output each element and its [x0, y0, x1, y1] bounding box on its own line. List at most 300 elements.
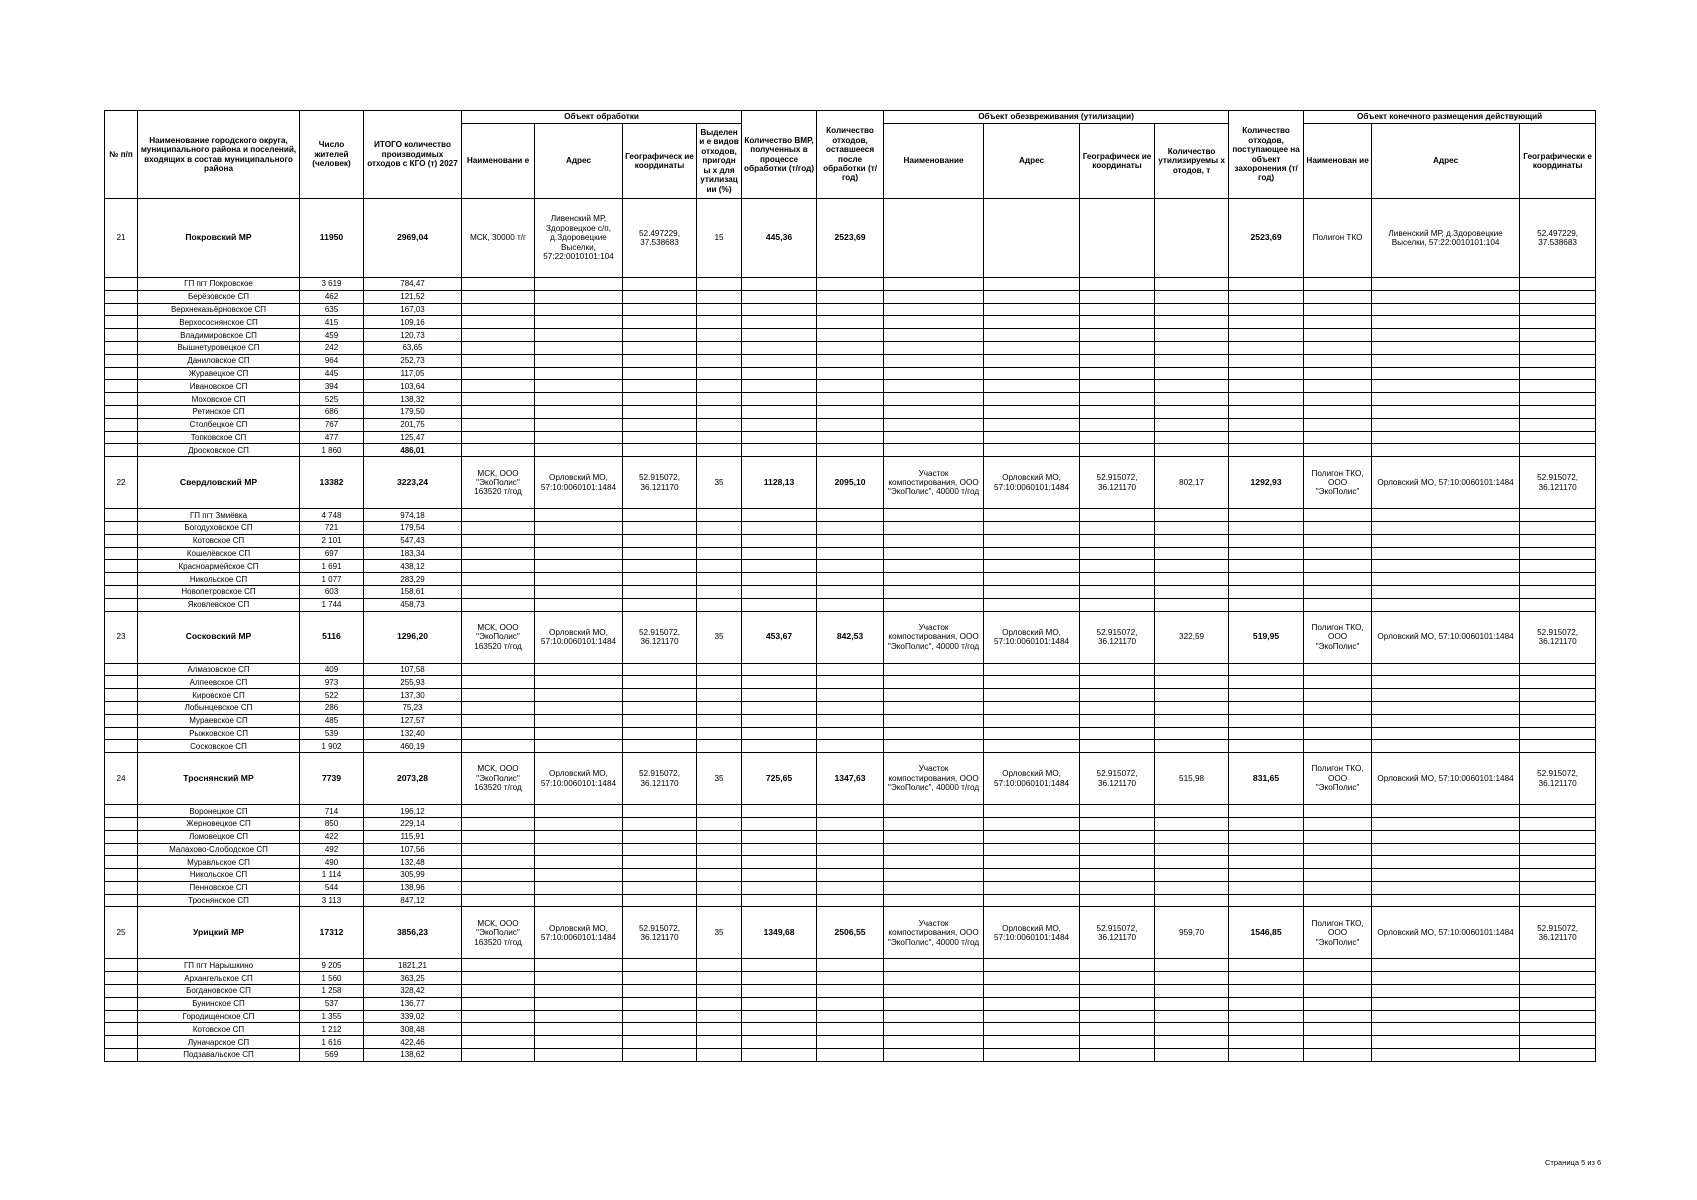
cell-empty	[697, 393, 742, 406]
cell-proc-share: 35	[697, 753, 742, 805]
cell-total: 1821,21	[364, 959, 462, 972]
cell-empty	[462, 431, 535, 444]
cell-population: 697	[300, 547, 364, 560]
cell-empty	[1304, 573, 1372, 586]
cell-empty	[817, 894, 884, 907]
cell-total: 255,93	[364, 676, 462, 689]
cell-fin-name: Полигон ТКО, ООО "ЭкоПолис"	[1304, 907, 1372, 959]
cell-name: Дросковское СП	[138, 444, 300, 457]
cell-empty	[462, 740, 535, 753]
cell-empty	[1372, 393, 1520, 406]
cell-empty	[984, 278, 1080, 291]
cell-empty	[1372, 418, 1520, 431]
cell-empty	[984, 1023, 1080, 1036]
cell-empty	[884, 894, 984, 907]
cell-empty	[462, 881, 535, 894]
cell-name: Никольское СП	[138, 869, 300, 882]
cell-empty	[535, 431, 623, 444]
settlement-row	[105, 534, 1596, 547]
cell-empty	[984, 341, 1080, 354]
cell-empty	[1304, 701, 1372, 714]
header-proc-share: Выделени е видов отходов, пригодны х для утилизац ии (%)	[697, 124, 742, 199]
cell-empty	[623, 367, 697, 380]
cell-population: 492	[300, 843, 364, 856]
cell-empty	[817, 341, 884, 354]
cell-empty	[623, 547, 697, 560]
cell-empty	[623, 676, 697, 689]
cell-empty	[742, 278, 817, 291]
cell-num: 23	[105, 611, 138, 663]
cell-empty	[697, 354, 742, 367]
settlement-row	[105, 354, 1596, 367]
cell-empty	[742, 843, 817, 856]
cell-empty	[817, 316, 884, 329]
header-fin-address: Адрес	[1372, 124, 1520, 199]
cell-empty	[1080, 560, 1155, 573]
cell-empty	[1155, 278, 1229, 291]
cell-empty	[984, 959, 1080, 972]
cell-total: 784,47	[364, 278, 462, 291]
cell-name: Свердловский МР	[138, 457, 300, 509]
cell-vmr: 725,65	[742, 753, 817, 805]
cell-empty	[623, 701, 697, 714]
cell-empty	[1520, 598, 1596, 611]
cell-empty	[1520, 444, 1596, 457]
cell-total: 138,96	[364, 881, 462, 894]
cell-name: Троснянский МР	[138, 753, 300, 805]
cell-total: 363,25	[364, 972, 462, 985]
cell-empty	[884, 329, 984, 342]
cell-empty	[1080, 509, 1155, 522]
cell-empty	[817, 418, 884, 431]
settlement-row	[105, 547, 1596, 560]
cell-empty	[742, 869, 817, 882]
cell-empty	[817, 1010, 884, 1023]
cell-empty	[742, 805, 817, 818]
cell-empty	[623, 805, 697, 818]
settlement-row	[105, 701, 1596, 714]
cell-empty	[535, 856, 623, 869]
cell-empty	[623, 278, 697, 291]
cell-empty	[535, 444, 623, 457]
cell-name: ГП пгт Нарышкино	[138, 959, 300, 972]
cell-empty	[1155, 521, 1229, 534]
cell-empty	[984, 856, 1080, 869]
cell-empty	[1155, 997, 1229, 1010]
cell-name: Покровский МР	[138, 199, 300, 278]
cell-empty	[623, 418, 697, 431]
cell-fin-coords: 52.915072, 36.121170	[1520, 611, 1596, 663]
cell-empty	[1080, 972, 1155, 985]
cell-total: 422,46	[364, 1036, 462, 1049]
cell-population: 1 902	[300, 740, 364, 753]
cell-name: ГП пгт Покровское	[138, 278, 300, 291]
cell-empty	[984, 830, 1080, 843]
cell-empty	[1155, 1036, 1229, 1049]
cell-empty	[984, 393, 1080, 406]
cell-name: Ретинское СП	[138, 405, 300, 418]
cell-total: 458,73	[364, 598, 462, 611]
cell-empty	[1520, 727, 1596, 740]
cell-empty	[1520, 997, 1596, 1010]
cell-empty	[1080, 521, 1155, 534]
cell-empty	[1520, 869, 1596, 882]
page-footer: Страница 5 из 6	[1545, 1158, 1602, 1167]
cell-empty	[1520, 817, 1596, 830]
cell-empty	[884, 316, 984, 329]
cell-empty	[1229, 972, 1304, 985]
cell-empty	[742, 1010, 817, 1023]
cell-neu-name: Участок компостирования, ООО "ЭкоПолис", 40000 т/год	[884, 611, 984, 663]
cell-empty	[1372, 367, 1520, 380]
cell-empty	[1155, 830, 1229, 843]
cell-population: 409	[300, 663, 364, 676]
cell-empty	[623, 714, 697, 727]
cell-vmr: 1128,13	[742, 457, 817, 509]
cell-empty	[697, 290, 742, 303]
cell-empty	[105, 1036, 138, 1049]
cell-fin-coords: 52.497229, 37.538683	[1520, 199, 1596, 278]
cell-empty	[1155, 534, 1229, 547]
cell-population: 9 205	[300, 959, 364, 972]
cell-empty	[697, 856, 742, 869]
cell-empty	[623, 303, 697, 316]
cell-neu-coords: 52.915072, 36.121170	[1080, 753, 1155, 805]
cell-empty	[535, 278, 623, 291]
cell-empty	[1080, 431, 1155, 444]
cell-remaining: 842,53	[817, 611, 884, 663]
cell-empty	[1372, 303, 1520, 316]
cell-empty	[884, 418, 984, 431]
cell-empty	[1372, 598, 1520, 611]
cell-empty	[1372, 830, 1520, 843]
cell-empty	[623, 585, 697, 598]
cell-name: Котовское СП	[138, 534, 300, 547]
table-body	[105, 199, 1596, 1062]
cell-population: 973	[300, 676, 364, 689]
cell-empty	[1520, 509, 1596, 522]
cell-empty	[1304, 521, 1372, 534]
cell-proc-name: МСК, ООО "ЭкоПолис" 163520 т/год	[462, 753, 535, 805]
cell-empty	[1080, 881, 1155, 894]
cell-empty	[1372, 985, 1520, 998]
cell-empty	[984, 740, 1080, 753]
cell-empty	[1520, 843, 1596, 856]
cell-empty	[1080, 444, 1155, 457]
cell-empty	[884, 585, 984, 598]
cell-empty	[984, 689, 1080, 702]
cell-empty	[105, 959, 138, 972]
cell-num: 22	[105, 457, 138, 509]
header-proc-address: Адрес	[535, 124, 623, 199]
cell-empty	[535, 405, 623, 418]
cell-empty	[817, 1049, 884, 1062]
cell-empty	[1304, 972, 1372, 985]
cell-neu-address: Орловский МО, 57:10:0060101:1484	[984, 611, 1080, 663]
cell-empty	[535, 676, 623, 689]
cell-empty	[817, 676, 884, 689]
cell-name: Мураевское СП	[138, 714, 300, 727]
cell-empty	[1304, 393, 1372, 406]
cell-empty	[462, 534, 535, 547]
cell-empty	[884, 805, 984, 818]
cell-empty	[697, 727, 742, 740]
cell-empty	[1155, 393, 1229, 406]
cell-empty	[742, 405, 817, 418]
cell-empty	[884, 701, 984, 714]
cell-empty	[984, 881, 1080, 894]
cell-empty	[1520, 521, 1596, 534]
cell-empty	[1520, 431, 1596, 444]
settlement-row	[105, 329, 1596, 342]
cell-empty	[462, 1010, 535, 1023]
cell-empty	[884, 534, 984, 547]
cell-empty	[1080, 598, 1155, 611]
cell-empty	[1080, 959, 1155, 972]
cell-empty	[1155, 444, 1229, 457]
cell-fin-coords: 52.915072, 36.121170	[1520, 457, 1596, 509]
cell-empty	[742, 727, 817, 740]
cell-empty	[462, 676, 535, 689]
cell-empty	[105, 830, 138, 843]
cell-empty	[462, 509, 535, 522]
cell-empty	[1304, 341, 1372, 354]
cell-empty	[1520, 405, 1596, 418]
cell-empty	[1080, 354, 1155, 367]
cell-empty	[462, 547, 535, 560]
cell-population: 1 616	[300, 1036, 364, 1049]
cell-empty	[742, 329, 817, 342]
cell-empty	[884, 830, 984, 843]
cell-name: Вышнетуровецкое СП	[138, 341, 300, 354]
cell-empty	[697, 689, 742, 702]
cell-empty	[1155, 663, 1229, 676]
cell-empty	[984, 663, 1080, 676]
cell-name: Богдановское СП	[138, 985, 300, 998]
cell-empty	[1080, 278, 1155, 291]
cell-empty	[817, 663, 884, 676]
cell-empty	[462, 714, 535, 727]
cell-empty	[1229, 805, 1304, 818]
cell-empty	[984, 727, 1080, 740]
cell-empty	[1229, 380, 1304, 393]
cell-empty	[1155, 869, 1229, 882]
cell-empty	[1155, 881, 1229, 894]
cell-population: 603	[300, 585, 364, 598]
cell-population: 714	[300, 805, 364, 818]
cell-proc-address: Орловский МО, 57:10:0060101:1484	[535, 611, 623, 663]
cell-empty	[623, 573, 697, 586]
cell-empty	[535, 418, 623, 431]
cell-empty	[1080, 1023, 1155, 1036]
cell-empty	[1080, 701, 1155, 714]
cell-empty	[884, 1049, 984, 1062]
cell-empty	[1080, 290, 1155, 303]
cell-empty	[817, 689, 884, 702]
cell-empty	[1372, 444, 1520, 457]
cell-empty	[817, 701, 884, 714]
cell-empty	[697, 316, 742, 329]
cell-empty	[697, 431, 742, 444]
cell-empty	[535, 843, 623, 856]
cell-name: Лобынцевское СП	[138, 701, 300, 714]
cell-empty	[1229, 843, 1304, 856]
cell-name: Алпеевское СП	[138, 676, 300, 689]
cell-population: 1 114	[300, 869, 364, 882]
cell-empty	[462, 573, 535, 586]
cell-empty	[884, 521, 984, 534]
cell-neu-address: Орловский МО, 57:10:0060101:1484	[984, 753, 1080, 805]
settlement-row	[105, 598, 1596, 611]
settlement-row	[105, 316, 1596, 329]
cell-empty	[884, 509, 984, 522]
cell-empty	[884, 843, 984, 856]
cell-empty	[462, 1036, 535, 1049]
cell-empty	[535, 329, 623, 342]
cell-empty	[1080, 585, 1155, 598]
cell-empty	[1155, 354, 1229, 367]
cell-empty	[1080, 1049, 1155, 1062]
cell-empty	[105, 972, 138, 985]
cell-empty	[535, 894, 623, 907]
settlement-row	[105, 367, 1596, 380]
cell-empty	[742, 521, 817, 534]
cell-empty	[1155, 316, 1229, 329]
cell-empty	[623, 663, 697, 676]
cell-empty	[1229, 367, 1304, 380]
cell-empty	[984, 444, 1080, 457]
cell-empty	[462, 689, 535, 702]
cell-empty	[1304, 856, 1372, 869]
cell-empty	[462, 869, 535, 882]
cell-empty	[1080, 405, 1155, 418]
cell-empty	[742, 585, 817, 598]
cell-fin-coords: 52.915072, 36.121170	[1520, 753, 1596, 805]
cell-empty	[817, 290, 884, 303]
cell-empty	[1520, 959, 1596, 972]
header-population: Число жителей (человек)	[300, 111, 364, 199]
cell-empty	[623, 405, 697, 418]
cell-proc-name: МСК, ООО "ЭкоПолис" 163520 т/год	[462, 907, 535, 959]
cell-total: 438,12	[364, 560, 462, 573]
cell-empty	[1304, 598, 1372, 611]
cell-empty	[105, 985, 138, 998]
cell-empty	[697, 701, 742, 714]
cell-empty	[1229, 290, 1304, 303]
cell-empty	[1304, 431, 1372, 444]
cell-empty	[697, 521, 742, 534]
cell-empty	[884, 573, 984, 586]
cell-vmr: 445,36	[742, 199, 817, 278]
cell-empty	[1372, 881, 1520, 894]
settlement-row	[105, 393, 1596, 406]
cell-empty	[1229, 329, 1304, 342]
cell-name: Верхнеказьёрновское СП	[138, 303, 300, 316]
cell-empty	[884, 817, 984, 830]
cell-empty	[623, 1049, 697, 1062]
cell-empty	[697, 278, 742, 291]
cell-empty	[1520, 329, 1596, 342]
cell-total: 138,32	[364, 393, 462, 406]
cell-empty	[817, 329, 884, 342]
cell-empty	[1520, 290, 1596, 303]
cell-empty	[984, 869, 1080, 882]
cell-empty	[742, 701, 817, 714]
cell-empty	[1304, 985, 1372, 998]
cell-empty	[1080, 303, 1155, 316]
cell-empty	[884, 1010, 984, 1023]
cell-empty	[1155, 985, 1229, 998]
cell-name: Рыжковское СП	[138, 727, 300, 740]
cell-empty	[623, 521, 697, 534]
cell-proc-coords: 52.915072, 36.121170	[623, 753, 697, 805]
cell-name: Урицкий МР	[138, 907, 300, 959]
cell-name: Луначарское СП	[138, 1036, 300, 1049]
cell-population: 462	[300, 290, 364, 303]
cell-empty	[1304, 303, 1372, 316]
cell-empty	[1155, 701, 1229, 714]
cell-empty	[105, 585, 138, 598]
cell-empty	[1155, 560, 1229, 573]
cell-empty	[1080, 393, 1155, 406]
cell-empty	[105, 316, 138, 329]
cell-empty	[535, 573, 623, 586]
cell-population: 569	[300, 1049, 364, 1062]
cell-empty	[742, 341, 817, 354]
cell-empty	[984, 329, 1080, 342]
cell-empty	[1372, 278, 1520, 291]
cell-empty	[697, 534, 742, 547]
cell-empty	[105, 714, 138, 727]
cell-empty	[105, 869, 138, 882]
cell-empty	[742, 1023, 817, 1036]
cell-population: 635	[300, 303, 364, 316]
cell-empty	[1229, 534, 1304, 547]
cell-empty	[535, 509, 623, 522]
cell-empty	[742, 303, 817, 316]
cell-empty	[884, 367, 984, 380]
cell-empty	[984, 290, 1080, 303]
header-vmr: Количество ВМР, полученных в процессе обработки (т/год)	[742, 111, 817, 199]
cell-proc-address: Орловский МО, 57:10:0060101:1484	[535, 753, 623, 805]
cell-population: 1 077	[300, 573, 364, 586]
cell-empty	[1520, 805, 1596, 818]
cell-empty	[742, 547, 817, 560]
cell-empty	[623, 959, 697, 972]
cell-empty	[1520, 547, 1596, 560]
cell-empty	[1229, 663, 1304, 676]
cell-empty	[1372, 714, 1520, 727]
cell-empty	[623, 1023, 697, 1036]
cell-total: 167,03	[364, 303, 462, 316]
cell-empty	[742, 573, 817, 586]
cell-empty	[535, 585, 623, 598]
cell-empty	[1304, 290, 1372, 303]
cell-empty	[535, 1023, 623, 1036]
cell-empty	[105, 521, 138, 534]
cell-empty	[1372, 1049, 1520, 1062]
cell-empty	[884, 303, 984, 316]
cell-empty	[462, 1023, 535, 1036]
cell-empty	[1080, 676, 1155, 689]
cell-empty	[1304, 509, 1372, 522]
cell-neu-utilized: 802,17	[1155, 457, 1229, 509]
cell-empty	[105, 894, 138, 907]
cell-empty	[1155, 714, 1229, 727]
cell-name: Новопетровское СП	[138, 585, 300, 598]
cell-fin-name: Полигон ТКО, ООО "ЭкоПолис"	[1304, 753, 1372, 805]
cell-empty	[1304, 316, 1372, 329]
